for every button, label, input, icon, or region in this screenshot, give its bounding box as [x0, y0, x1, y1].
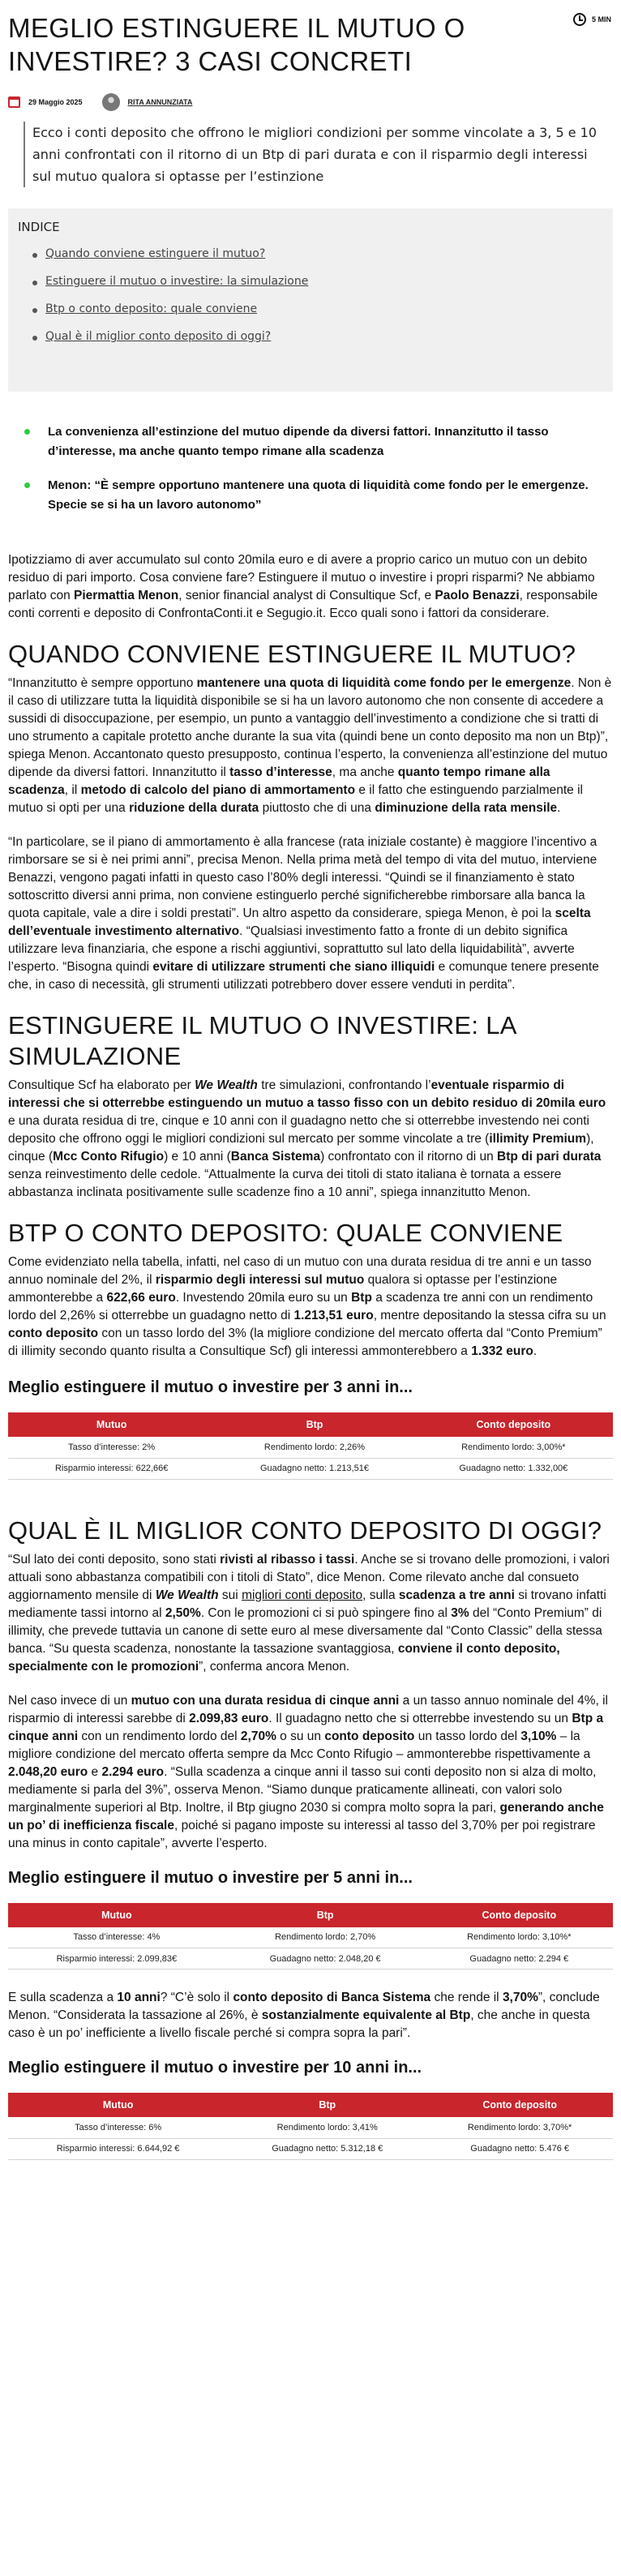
calendar-icon [8, 96, 20, 108]
table-cell: Tasso d’interesse: 4% [8, 1927, 225, 1948]
read-time-label: 5 MIN [591, 15, 611, 24]
key-points [8, 422, 613, 515]
column-header: Conto deposito [426, 2093, 613, 2117]
comparison-table-10-years [8, 2093, 613, 2160]
table-row [8, 1948, 613, 1970]
section-heading: QUAL È IL MIGLIOR CONTO DEPOSITO DI OGGI? [8, 1515, 602, 1545]
section-heading: BTP O CONTO DEPOSITO: QUALE CONVIENE [8, 1219, 563, 1247]
toc-item [18, 302, 603, 330]
paragraph: E sulla scadenza a 10 anni? “C’è solo il conto deposito di Banca Sistema che rende il 3,70%”, conclude Menon. “Considerata la tassazione al 26%, è sostanzialmente equivalente al Btp, che anche in questa caso è un po’ inefficiente a livello fiscale perché si compra sopra la pari”. [8, 1991, 600, 2040]
toc-title: INDICE [18, 220, 60, 234]
bullet-icon [32, 308, 37, 313]
column-header: Btp [228, 2093, 426, 2117]
column-header: Mutuo [8, 1412, 215, 1437]
table-cell: Guadagno netto: 1.213,51€ [215, 1458, 413, 1479]
table-cell: Guadagno netto: 5.476 € [426, 2138, 613, 2159]
read-time [573, 13, 611, 26]
table-row [8, 1458, 613, 1479]
link-migliori-conti-deposito[interactable]: migliori conti deposito [242, 1588, 363, 1602]
paragraph: Nel caso invece di un mutuo con una durata residua di cinque anni a un tasso annuo nominale del 4%, il risparmio di interessi sarebbe di 2.099,83 euro. Il guadagno netto che si otterrebbe investendo su un Btp a cinque anni con un rendimento lordo del 2,70% o su un conto deposito un tasso lordo del 3,10% – la migliore condizione del mercato offerta sempre da Mcc Conto Rifugio – ammonterebbe rispettivamente a 2.048,20 euro e 2.294 euro. “Sulla scadenza a cinque anni il tasso sui conti deposito non si alza di molto, mediamente si parla del 3%”, osserva Menon. “Siamo dunque praticamente allineati, con valori solo marginalmente superiori al Btp. Inoltre, il Btp giugno 2030 si compra molto sopra la pari, generando anche un po’ di inefficienza fiscale, poiché si pagano imposte su interessi al tasso del 3,70% per poi registrare una minus in conto capitale”, avverte l’esperto. [8, 1693, 608, 1850]
article-header [8, 0, 613, 88]
toc-item [18, 275, 603, 302]
column-header: Conto deposito [426, 1903, 613, 1927]
toc-link-quando-conviene[interactable]: Quando conviene estinguere il mutuo? [45, 247, 266, 260]
table-cell: Rendimento lordo: 3,00%* [414, 1437, 613, 1458]
key-point [24, 476, 613, 515]
section-heading: QUANDO CONVIENE ESTINGUERE IL MUTUO? [8, 640, 576, 668]
article-page [8, 0, 613, 2160]
bullet-icon [32, 336, 37, 341]
table-cell: Rendimento lordo: 3,41% [228, 2117, 426, 2138]
column-header: Conto deposito [414, 1412, 613, 1437]
comparison-table-5-years [8, 1903, 613, 1970]
paragraph: Come evidenziato nella tabella, infatti, nel caso di un mutuo con una durata residua di tre anni e un tasso annuo nominale del 2%, il risparmio degli interessi sul mutuo qualora si optasse per l’estinzione ammonterebbe a 622,66 euro. Investendo 20mila euro su un Btp a scadenza tre anni con un rendimento lordo del 2,26% si otterrebbe un guadagno netto di 1.213,51 euro, mentre depositando la stessa cifra su un conto deposito con un tasso lordo del 3% (la migliore condizione del mercato offerta dal “Conto Premium” di illimity secondo quanto risulta a Consultique Scf) gli interessi ammonterebbero a 1.332 euro. [8, 1255, 606, 1358]
key-point-text: Menon: “È sempre opportuno mantenere una quota di liquidità come fondo per le emergenze. Specie se si ha un lavoro autonomo” [48, 478, 589, 512]
bullet-icon [32, 253, 37, 258]
table-row [8, 2117, 613, 2138]
column-header: Btp [215, 1412, 413, 1437]
section-heading: ESTINGUERE IL MUTUO O INVESTIRE: LA SIMULAZIONE [8, 1011, 516, 1070]
table-title: Meglio estinguere il mutuo o investire per 10 anni in... [8, 2059, 422, 2077]
clock-icon [573, 13, 586, 26]
table-row [8, 1927, 613, 1948]
table-cell: Rendimento lordo: 2,70% [225, 1927, 426, 1948]
article-date: 29 Maggio 2025 [28, 98, 83, 106]
toc-item [18, 247, 603, 275]
article-meta [8, 88, 613, 117]
table-cell: Rendimento lordo: 3,70%* [426, 2117, 613, 2138]
table-row [8, 1437, 613, 1458]
paragraph: Ipotizziamo di aver accumulato sul conto 20mila euro e di avere a proprio carico un mutuo con un debito residuo di pari importo. Cosa conviene fare? Estinguere il mutuo o investire i propri risparmi? Ne abbiamo parlato con Piermattia Menon, senior financial analyst di Consultique Scf, e Paolo Benazzi, responsabile conti correnti e deposito di ConfrontaConti.it e Segugio.it. Ecco quali sono i fattori da considerare. [8, 553, 598, 620]
table-cell: Tasso d’interesse: 2% [8, 1437, 215, 1458]
table-cell: Rendimento lordo: 2,26% [215, 1437, 413, 1458]
table-title: Meglio estinguere il mutuo o investire per 3 anni in... [8, 1378, 413, 1396]
bullet-icon [24, 482, 30, 488]
table-cell: Rendimento lordo: 3,10%* [426, 1927, 613, 1948]
table-cell: Risparmio interessi: 6.644,92 € [8, 2138, 228, 2159]
paragraph: “Innanzitutto è sempre opportuno mantenere una quota di liquidità come fondo per le emergenze. Non è il caso di utilizzare tutta la liquidità disponibile se si ha un lavoro autonomo che non consente di accedere a sussidi di disoccupazione, per esempio, un punto a vantaggio dell’investimento a condizione che si tratti di uno strumento a capitale protetto anche durante la sua vita (quindi bene un conto deposito ma non un Btp)”, spiega Menon. Accantonato questo presupposto, continua l’esperto, la convenienza all’estinzione del mutuo dipende da diversi fattori. Innanzitutto il tasso d’interesse, ma anche quanto tempo rimane alla scadenza, il metodo di calcolo del piano di ammortamento e il fatto che estinguendo parzialmente il mutuo si opti per una riduzione della durata piuttosto che di una diminuzione della rata mensile. [8, 676, 612, 815]
article-body [8, 551, 613, 2160]
table-cell: Tasso d’interesse: 6% [8, 2117, 228, 2138]
table-row [8, 2138, 613, 2159]
article-lead: Ecco i conti deposito che offrono le migliori condizioni per somme vincolate a 3, 5 e 10 anni confrontati con il ritorno di un Btp di pari durata e con il risparmio degli interessi sul mutuo qualora si optasse per l’estinzione [24, 122, 607, 187]
author-avatar [102, 93, 120, 111]
author-link[interactable]: RITA ANNUNZIATA [127, 98, 193, 106]
table-cell: Guadagno netto: 2.294 € [426, 1948, 613, 1970]
table-cell: Risparmio interessi: 622,66€ [8, 1458, 215, 1479]
comparison-table-3-years [8, 1412, 613, 1480]
paragraph: “Sul lato dei conti deposito, sono stati rivisti al ribasso i tassi. Anche se si trovano delle promozioni, i valori attuali sono abbastanza compatibili con i titoli di Stato”, dice Menon. Come rilevato anche dal consueto aggiornamento mensile di We Wealth sui migliori conti deposito, sulla scadenza a tre anni si trovano infatti mediamente tassi intorno al 2,50%. Con le promozioni ci si può spingere fino al 3% del “Conto Premium” di illimity, che prevede tuttavia un canone di sette euro al mese diversamente dal “Conto Classic” della stessa banca. “Su questa scadenza, nonostante la tassazione svantaggiosa, conviene il conto deposito, specialmente con le promozioni”, conferma ancora Menon. [8, 1552, 610, 1674]
table-of-contents [8, 208, 613, 392]
column-header: Mutuo [8, 1903, 225, 1927]
toc-link-miglior-conto[interactable]: Qual è il miglior conto deposito di oggi? [45, 330, 272, 343]
column-header: Btp [225, 1903, 426, 1927]
column-header: Mutuo [8, 2093, 228, 2117]
table-cell: Guadagno netto: 5.312,18 € [228, 2138, 426, 2159]
key-point-text: La convenienza all’estinzione del mutuo dipende da diversi fattori. Innanzitutto il tasso d’interesse, ma anche quanto tempo rimane alla scadenza [48, 425, 549, 458]
toc-link-simulazione[interactable]: Estinguere il mutuo o investire: la simulazione [45, 275, 309, 288]
key-point [24, 422, 613, 461]
table-cell: Guadagno netto: 1.332,00€ [414, 1458, 613, 1479]
paragraph: Consultique Scf ha elaborato per We Wealth tre simulazioni, confrontando l’eventuale risparmio di interessi che si otterrebbe estinguendo un mutuo a tasso fisso con un debito residuo di 20mila euro e una durata residua di tre, cinque e 10 anni con il guadagno netto che si otterrebbe investendo nei conti deposito che offrono oggi le migliori condizioni sul mercato per somme vincolate a tre (illimity Premium), cinque (Mcc Conto Rifugio) e 10 anni (Banca Sistema) confrontato con il ritorno di un Btp di pari durata senza reinvestimento delle cedole. “Attualmente la curva dei titoli di stato italiana è tornata a essere abbastanza inclinata positivamente sulle scadenze fino a 10 anni”, spiega innanzitutto Menon. [8, 1078, 606, 1199]
table-cell: Guadagno netto: 2.048,20 € [225, 1948, 426, 1970]
toc-link-btp-conto-deposito[interactable]: Btp o conto deposito: quale conviene [45, 302, 258, 315]
bullet-icon [32, 281, 37, 285]
article-title: MEGLIO ESTINGUERE IL MUTUO O INVESTIRE? 3 CASI CONCRETI [8, 13, 465, 76]
toc-item [18, 330, 603, 358]
table-cell: Risparmio interessi: 2.099,83€ [8, 1948, 225, 1970]
bullet-icon [24, 429, 30, 435]
paragraph: “In particolare, se il piano di ammortamento è alla francese (rata iniziale costante) è maggiore l’incentivo a rimborsare se si è nei primi anni”, precisa Menon. Nella prima metà del tempo di vita del mutuo, interviene Benazzi, vengono pagati infatti in questo caso l’80% degli interessi. “Quindi se il finanziamento è stato sottoscritto diversi anni prima, non conviene estinguerlo perché significherebbe rimborsare alla banca la quota capitale, vale a dire i soldi prestati”. Un altro aspetto da considerare, spiega Menon, è poi la scelta dell’eventuale investimento alternativo. “Qualsiasi investimento fatto a fronte di un debito significa utilizzare leva finanziaria, che espone a rischi aggiuntivi, soprattutto sul lato della liquidabilità”, avverte l’esperto. “Bisogna quindi evitare di utilizzare strumenti che siano illiquidi e comunque tenere presente che, in caso di necessità, gli strumenti utilizzati potrebbero dover essere venduti in perdita”. [8, 835, 599, 992]
table-title: Meglio estinguere il mutuo o investire per 5 anni in... [8, 1868, 413, 1887]
